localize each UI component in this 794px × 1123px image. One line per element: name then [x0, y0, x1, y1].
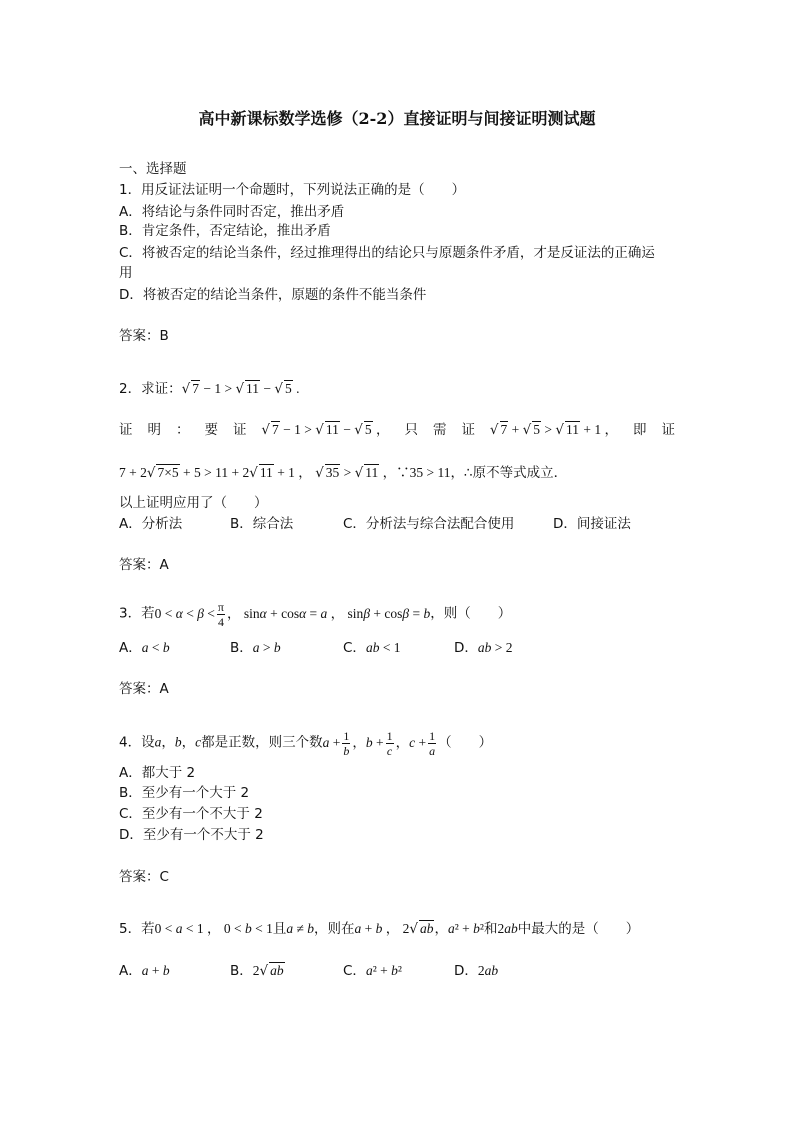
q3-answer: 答案：A [119, 681, 169, 697]
q2-stem2: 以上证明应用了（ ） [119, 495, 268, 511]
proof-math-3: 7 + 2√ 7×5 + 5 > 11 + 2√ 11 + 1 ， √ 35 > √ 11 ，∵35 > 11 [119, 465, 451, 481]
q5-tail: 中最大的是（ ） [517, 921, 640, 937]
q4-answer: 答案：C [119, 869, 169, 885]
q2-option-a: A．分析法 [119, 516, 183, 532]
q3-option-c: C．ab < 1 [343, 640, 401, 656]
q2-inequality: √ 7 − 1 > √ 11 − √ 5 . [181, 381, 300, 397]
q4-mid: 都是正数，则三个数 [201, 734, 323, 751]
q2-proof-line1 [119, 421, 675, 439]
q4-option-d: D．至少有一个不大于 2 [119, 827, 264, 843]
q2-option-b: B．综合法 [230, 516, 294, 532]
q1-option-d: D．将被否定的结论当条件，原题的条件不能当条件 [119, 287, 427, 303]
q5-condition-2: a ≠ b [286, 921, 314, 936]
q5-option-d-label: D． [454, 963, 478, 979]
proof-char: ： [175, 422, 190, 438]
proof-char: 要 [204, 422, 218, 438]
q3-prefix: 3．若 [119, 605, 155, 622]
q2-stem [119, 380, 300, 398]
q2-answer: 答案：A [119, 557, 169, 573]
q5-option-c: C．a² + b² [343, 963, 402, 979]
q5-stem [119, 920, 639, 938]
q5-option-a: A．a + b [119, 963, 170, 979]
q2-option-d: D．间接证法 [553, 516, 631, 532]
q1-option-c-line1: C．将被否定的结论当条件，经过推理得出的结论只与原题条件矛盾，才是反证法的正确运 [119, 245, 655, 261]
q4-vars: a [154, 734, 162, 750]
q5-2ab: 2ab [497, 921, 518, 936]
page-title: 高中新课标数学选修（2-2）直接证明与间接证明测试题 [198, 109, 596, 128]
q2-proof-line2 [119, 464, 567, 482]
q5-condition-1: 0 < a < 1 ， 0 < b < 1 [154, 921, 273, 936]
q4-stem: 4．设a，b，c都是正数，则三个数a + $\frac{1}{b}$ ，b + $\frac{1}{c}$ ，c + $\frac{1}{a}$ （ ） [119, 729, 493, 758]
q2-proof-conclusion: ，∴原不等式成立． [450, 465, 568, 481]
q4-expressions: a + $\frac{1}{b}$ ，b + $\frac{1}{c}$ ，c + $\frac{1}{a}$ [322, 729, 436, 758]
q5-mid: ，则在 [314, 921, 355, 937]
proof-char: 证 [461, 422, 475, 438]
q5-and: 且 [272, 921, 287, 937]
q1-option-b: B．肯定条件，否定结论，推出矛盾 [119, 223, 331, 239]
proof-char: 只 [404, 422, 418, 438]
q3-then: ，则（ ） [430, 605, 512, 622]
q5-expressions: a + b ， 2√ ab，a² + b² [354, 921, 484, 937]
q5-he: 和 [483, 921, 498, 937]
q3-option-b-label: B． [230, 640, 253, 656]
q2-prefix: 2．求证： [119, 381, 182, 397]
q3-option-a-label: A． [119, 640, 142, 656]
q4-option-b: B．至少有一个大于 2 [119, 785, 250, 801]
q5-prefix: 5．若 [119, 921, 155, 937]
q5-option-c-label: C． [343, 963, 366, 979]
proof-char: 明 [147, 422, 161, 438]
q1-option-c-line2: 用 [119, 265, 133, 281]
proof-char: 证 [661, 422, 675, 438]
q4-option-a: A．都大于 2 [119, 765, 196, 781]
proof-char: 需 [432, 422, 447, 438]
q5-option-b-label: B． [230, 963, 253, 979]
q5-options [119, 962, 498, 980]
q5-option-a-label: A． [119, 963, 142, 979]
proof-math-1: √ 7 − 1 > √ 11 − √ 5 ， [261, 422, 390, 438]
proof-char: 证 [232, 422, 247, 438]
proof-char: 证 [119, 422, 133, 438]
q4-prefix: 4．设 [119, 734, 155, 751]
q4-option-c: C．至少有一个不大于 2 [119, 806, 263, 822]
q5-option-b: B．2√ ab [230, 963, 284, 979]
q1-option-a: A．将结论与条件同时否定，推出矛盾 [119, 204, 345, 220]
q3-condition: 0 < α < β < $\frac{\pi}{4}$ ， sinα + cosα = a ， sinβ + cosβ = b [154, 600, 431, 629]
q5-option-d: D．2ab [454, 963, 499, 979]
q3-option-b: B．a > b [230, 640, 281, 656]
proof-math-2: √ 7 + √ 5 > √ 11 + 1 ， [489, 422, 618, 438]
q3-options [119, 639, 513, 657]
q1-stem: 1．用反证法证明一个命题时，下列说法正确的是（ ） [119, 182, 466, 198]
q2-option-c: C．分析法与综合法配合使用 [343, 516, 515, 532]
q2-options [119, 515, 631, 533]
section-heading: 一、选择题 [119, 161, 187, 177]
q3-option-d: D．ab > 2 [454, 640, 513, 656]
q3-stem [119, 600, 511, 629]
q1-answer: 答案：B [119, 328, 169, 344]
q3-option-c-label: C． [343, 640, 366, 656]
q4-tail: （ ） [438, 734, 493, 751]
q3-option-a: A．a < b [119, 640, 170, 656]
q3-option-d-label: D． [454, 640, 478, 656]
proof-char: 即 [632, 422, 647, 438]
because-symbol: ∵ [396, 465, 410, 480]
